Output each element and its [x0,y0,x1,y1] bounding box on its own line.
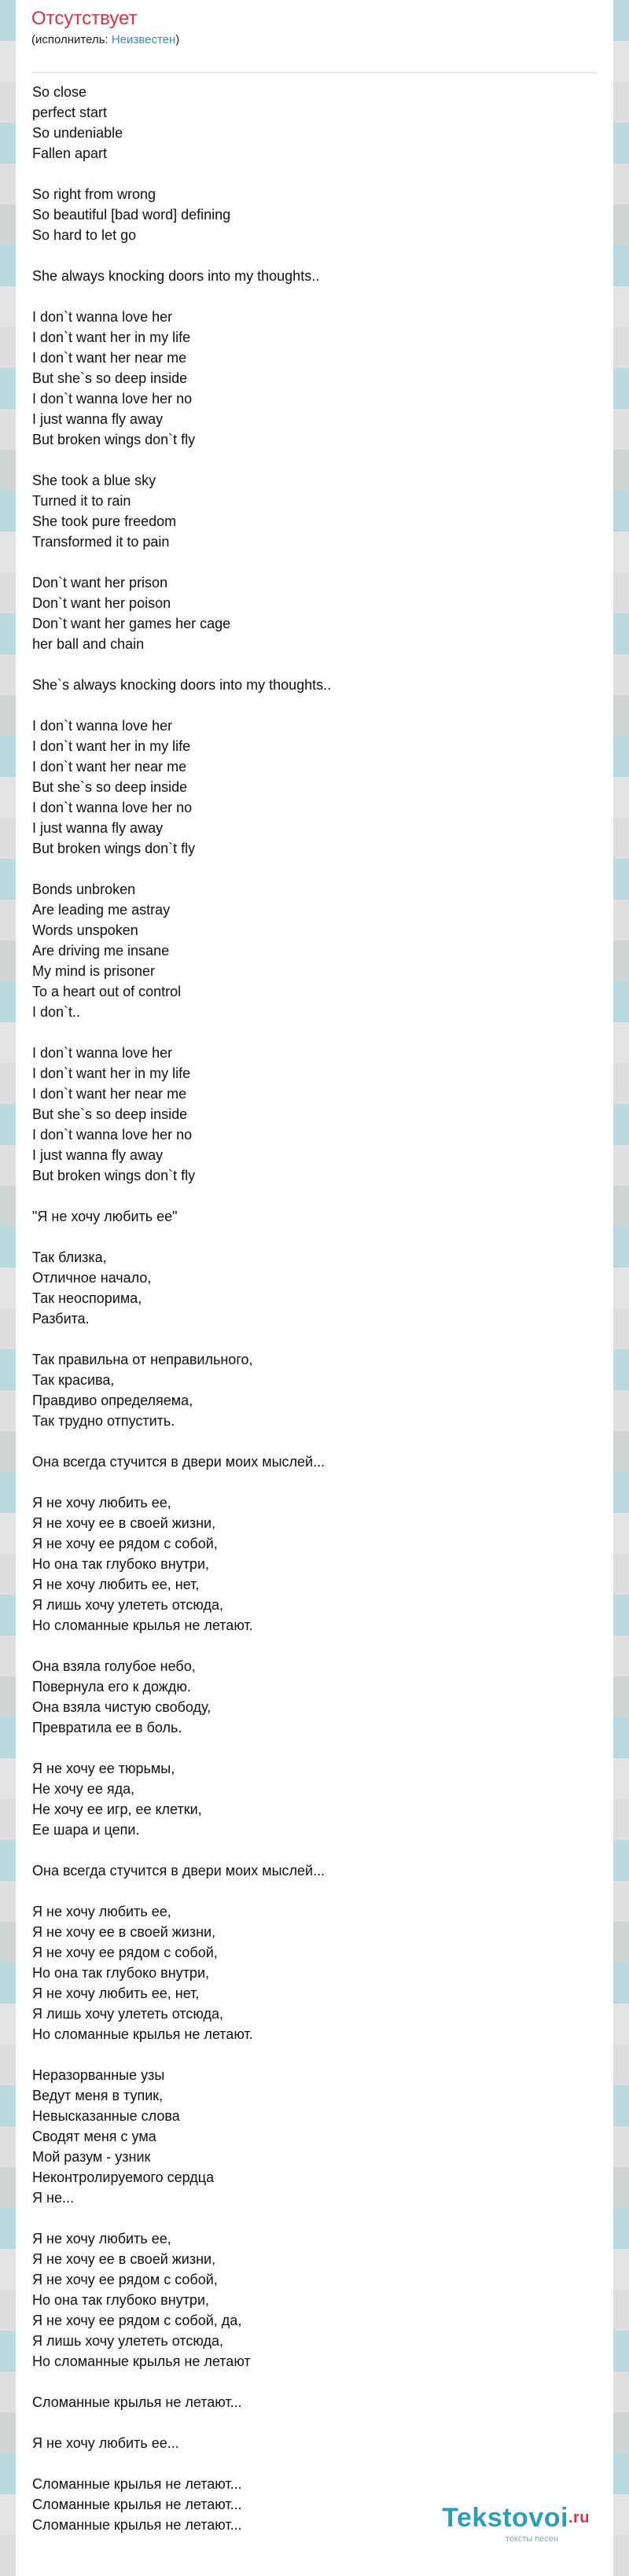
lyric-line: Невысказанные слова [32,2108,180,2124]
lyric-line [32,1738,583,1758]
lyric-line: Are leading me astray [32,902,171,918]
lyric-line: But broken wings don`t fly [32,432,196,447]
lyric-line: Так правильна от неправильного, [32,1352,253,1367]
lyric-line: Сводят меня с ума [32,2129,156,2144]
artist-suffix: ) [175,33,180,46]
lyric-line: Так трудно отпустить. [32,1413,175,1429]
lyric-line: So undeniable [32,125,123,141]
lyric-line: Но она так глубоко внутри, [32,2292,209,2308]
lyric-line: Не хочу ее игр, ее клетки, [32,1801,202,1817]
lyric-line [32,1329,583,1349]
lyric-line: I don`t want her in my life [32,738,191,754]
logo-tagline: тексты песен [505,2534,558,2544]
lyric-line: So close [32,84,87,100]
lyrics-card [16,0,613,2576]
lyric-line: Я не хочу ее в своей жизни, [32,2251,216,2267]
song-title: Отсутствует [31,8,138,29]
lyric-line [32,1022,583,1043]
lyric-line [32,2412,583,2433]
lyric-line: Неразорванные узы [32,2067,165,2083]
lyric-line [32,1840,583,1860]
lyric-line: But she`s so deep inside [32,779,188,795]
lyric-line: Она всегда стучится в двери моих мыслей... [32,1454,326,1470]
lyric-line: I don`t wanna love her no [32,1127,193,1143]
logo-main-text: Tekstovoi [442,2503,568,2533]
lyric-line: Но она так глубоко внутри, [32,1965,209,1981]
lyric-line: Я не... [32,2190,74,2206]
lyric-line: Я не хочу любить ее, нет, [32,1985,200,2001]
lyric-line: Don`t want her games her cage [32,616,231,631]
header-divider [31,72,598,73]
lyric-line: Но она так глубоко внутри, [32,1556,209,1572]
lyric-line: She always knocking doors into my thoughts.. [32,268,320,284]
site-logo[interactable] [442,2502,590,2545]
lyric-line: But broken wings don`t fly [32,1168,196,1183]
lyric-line: Сломанные крылья не летают... [32,2476,242,2492]
lyric-line: Мой разум - узник [32,2149,151,2165]
lyric-line: I don`t.. [32,1004,81,1020]
lyric-line: Так неоспорима, [32,1290,142,1306]
lyric-line [32,286,583,307]
lyric-line: Она взяла голубое небо, [32,1658,196,1674]
lyric-line: She took a blue sky [32,473,156,488]
lyric-line: She took pure freedom [32,513,177,529]
lyric-line: I don`t wanna love her no [32,800,193,815]
lyric-line: Fallen apart [32,145,108,161]
lyric-line: Turned it to rain [32,493,131,509]
lyric-line: But she`s so deep inside [32,370,188,386]
lyric-line: Я лишь хочу улететь отсюда, [32,2333,224,2349]
lyric-line [32,450,583,470]
logo-tld: .ru [568,2509,590,2526]
lyric-line [32,1431,583,1452]
lyric-line: "Я не хочу любить ее" [32,1209,178,1224]
lyric-line: Неконтролируемого сердца [32,2169,215,2185]
lyric-line: I don`t wanna love her [32,309,173,325]
lyric-line: Я не хочу ее рядом с собой, [32,2272,218,2287]
lyric-line: Так красива, [32,1372,115,1388]
lyric-line: Transformed it to pain [32,534,170,550]
lyric-line: My mind is prisoner [32,963,156,979]
lyric-line [32,1881,583,1901]
lyric-line: Я не хочу любить ее, [32,2231,171,2247]
lyric-line: She`s always knocking doors into my thoughts.. [32,677,332,693]
lyric-line: I just wanna fly away [32,1147,164,1163]
lyric-line: To a heart out of control [32,984,182,999]
lyric-line: I just wanna fly away [32,820,164,836]
lyric-line: So right from wrong [32,186,156,202]
lyric-line [32,552,583,572]
lyric-line: Я не хочу ее рядом с собой, [32,1536,218,1551]
lyric-line: Сломанные крылья не летают... [32,2394,242,2410]
lyric-line [32,2453,583,2474]
lyric-line: Разбита. [32,1311,90,1327]
lyric-line: Я не хочу ее в своей жизни, [32,1924,216,1940]
lyric-line [32,245,583,266]
lyric-line [32,2208,583,2228]
lyric-line: I don`t want her near me [32,1086,187,1102]
lyric-line: Ее шара и цепи. [32,1822,140,1838]
lyric-line: Так близка, [32,1249,107,1265]
lyric-line [32,1472,583,1492]
lyric-line: Я не хочу ее в своей жизни, [32,1515,216,1531]
lyric-line [32,2372,583,2392]
lyric-line: Я не хочу любить ее, [32,1495,171,1511]
lyric-line: But she`s so deep inside [32,1106,188,1122]
artist-prefix: (исполнитель: [31,33,112,46]
lyric-line: Я не хочу ее рядом с собой, да, [32,2313,242,2328]
lyric-line: I don`t wanna love her no [32,391,193,407]
lyric-line: Я не хочу любить ее... [32,2435,179,2451]
lyric-line: Она взяла чистую свободу, [32,1699,212,1715]
lyric-line: Bonds unbroken [32,881,136,897]
artist-line [31,33,598,47]
lyric-line [32,164,583,184]
lyric-line: Но сломанные крылья не летают. [32,2026,253,2042]
lyric-line: I just wanna fly away [32,411,164,427]
lyric-line: Отличное начало, [32,1270,152,1286]
lyric-line: Я не хочу любить ее, [32,1904,171,1919]
lyric-line: I don`t want her in my life [32,329,191,345]
lyric-line: Правдиво определяема, [32,1393,193,1408]
lyric-line: Сломанные крылья не летают... [32,2497,242,2512]
lyric-line: I don`t wanna love her [32,718,173,734]
lyric-line [32,1227,583,1247]
lyric-line: Я не хочу любить ее, нет, [32,1577,200,1592]
artist-link[interactable]: Неизвестен [111,33,176,46]
lyric-line: Я лишь хочу улететь отсюда, [32,2006,224,2022]
logo-wordmark [442,2502,590,2534]
lyric-line [32,654,583,675]
lyric-line [32,1636,583,1656]
lyric-line: Don`t want her prison [32,575,168,591]
lyric-line [32,2044,583,2065]
lyric-line: perfect start [32,105,108,120]
lyric-line [32,695,583,716]
lyric-line: Не хочу ее яда, [32,1781,135,1797]
lyric-line: Don`t want her poison [32,595,171,611]
lyric-line [32,1186,583,1206]
lyrics-body [32,82,583,2535]
lyric-line: So beautiful [bad word] defining [32,207,231,223]
song-header [31,5,598,47]
lyric-line: Я лишь хочу улететь отсюда, [32,1597,224,1613]
lyric-line: her ball and chain [32,636,145,652]
lyric-line: I don`t wanna love her [32,1045,173,1061]
lyric-line: Are driving me insane [32,943,170,959]
lyric-line [32,859,583,879]
lyric-line: Words unspoken [32,922,138,938]
lyric-line: But broken wings don`t fly [32,841,196,856]
lyric-line: Я не хочу ее тюрьмы, [32,1761,175,1776]
lyric-line: I don`t want her near me [32,759,187,775]
lyric-line: Повернула его к дождю. [32,1679,191,1695]
lyric-line: I don`t want her near me [32,350,187,366]
lyric-line: So hard to let go [32,227,137,243]
lyric-line: Сломанные крылья не летают... [32,2517,242,2533]
lyric-line: Она всегда стучится в двери моих мыслей... [32,1863,326,1879]
lyric-line: Ведут меня в тупик, [32,2088,164,2103]
lyric-line: Превратила ее в боль. [32,1720,182,1735]
lyric-line: Но сломанные крылья не летают [32,2353,251,2369]
lyric-line: I don`t want her in my life [32,1065,191,1081]
lyric-line: Но сломанные крылья не летают. [32,1617,253,1633]
lyric-line: Я не хочу ее рядом с собой, [32,1945,218,1960]
